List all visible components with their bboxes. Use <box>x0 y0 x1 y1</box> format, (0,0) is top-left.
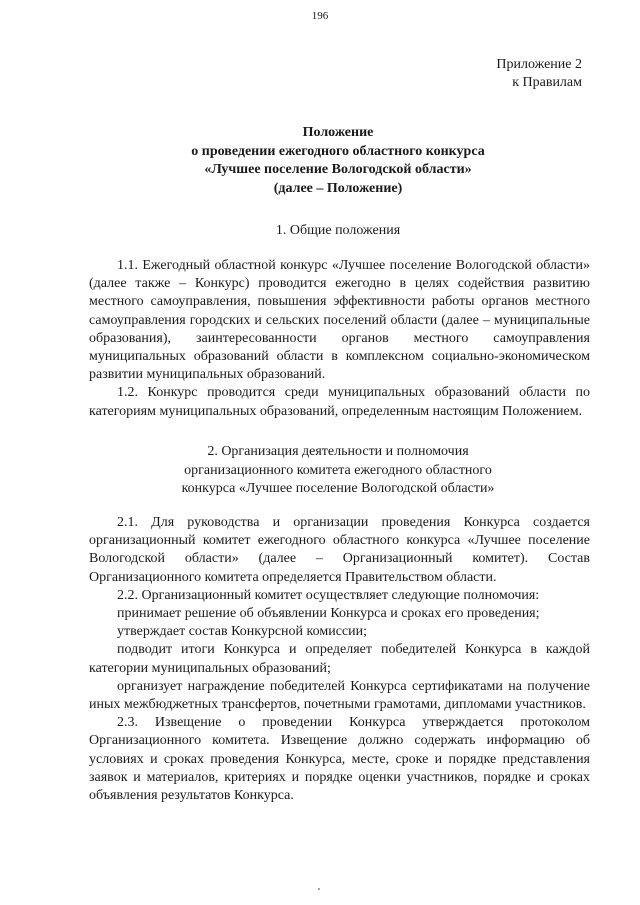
title-line-4: (далее – Положение) <box>273 180 403 196</box>
paragraph-1-2: 1.2. Конкурс проводится среди муниципальных образований области по категориям муниципальных образований, определенным настоящим Положением. <box>89 385 590 419</box>
section-2-heading-line-2: организационного комитета ежегодного областного <box>184 462 492 478</box>
appendix-line-1: Приложение 2 <box>496 57 582 72</box>
paragraph-1-1: 1.1. Ежегодный областной конкурс «Лучшее поселение Вологодской области» (далее также – Конкурс) проводится ежегодно в целях содействия развитию местного самоуправления, повышения эффективности работы органов местного самоуправления городских и сельских поселений области (далее – муниципальные образования), заинтересованности органов местного самоуправления муниципальных образований области в комплексном социально-экономическом развитии муниципальных образований. <box>89 258 590 383</box>
section-2-body <box>89 514 590 805</box>
document-title <box>0 124 640 198</box>
scan-speck <box>318 888 320 890</box>
paragraph-2-1: 2.1. Для руководства и организации проведения Конкурса создается организационный комитет ежегодного областного конкурса «Лучшее поселение Вологодской области» (далее – Организационный комитет). Состав Организационного комитета определяется Правительством области. <box>89 515 590 585</box>
title-line-2: о проведении ежегодного областного конкурса <box>191 143 485 159</box>
title-line-3: «Лучшее поселение Вологодской области» <box>204 162 472 177</box>
list-item-awards: организует награждение победителей Конкурса сертификатами на получение иных межбюджетных трансфертов, почетными грамотами, дипломами участников. <box>89 678 590 713</box>
list-item-announce: принимает решение об объявлении Конкурса и сроках его проведения; <box>117 606 540 622</box>
list-item-results: подводит итоги Конкурса и определяет победителей Конкурса в каждой категории муниципальных образований; <box>89 642 590 676</box>
appendix-line-2: к Правилам <box>512 75 582 90</box>
section-1-body <box>89 257 590 421</box>
section-2-heading <box>0 443 640 499</box>
list-item-commission: утверждает состав Конкурсной комиссии; <box>117 624 368 640</box>
page-number: 196 <box>311 10 329 22</box>
appendix-reference <box>496 56 582 92</box>
paragraph-2-3: 2.3. Извещение о проведении Конкурса утверждается протоколом Организационного комитета. Извещение должно содержать информацию об условиях и сроках проведения Конкурса, месте, сроке и порядке представления заявок и материалов, критериях и порядке оценки участников, порядке и сроках объявления результатов Конкурса. <box>89 715 590 804</box>
section-2-heading-line-3: конкурса «Лучшее поселение Вологодской области» <box>181 481 495 496</box>
paragraph-2-2: 2.2. Организационный комитет осуществляет следующие полномочия: <box>117 587 540 603</box>
section-2-heading-line-1: 2. Организация деятельности и полномочия <box>207 444 469 459</box>
title-line-1: Положение <box>302 125 374 140</box>
section-1-heading: 1. Общие положения <box>275 223 401 238</box>
